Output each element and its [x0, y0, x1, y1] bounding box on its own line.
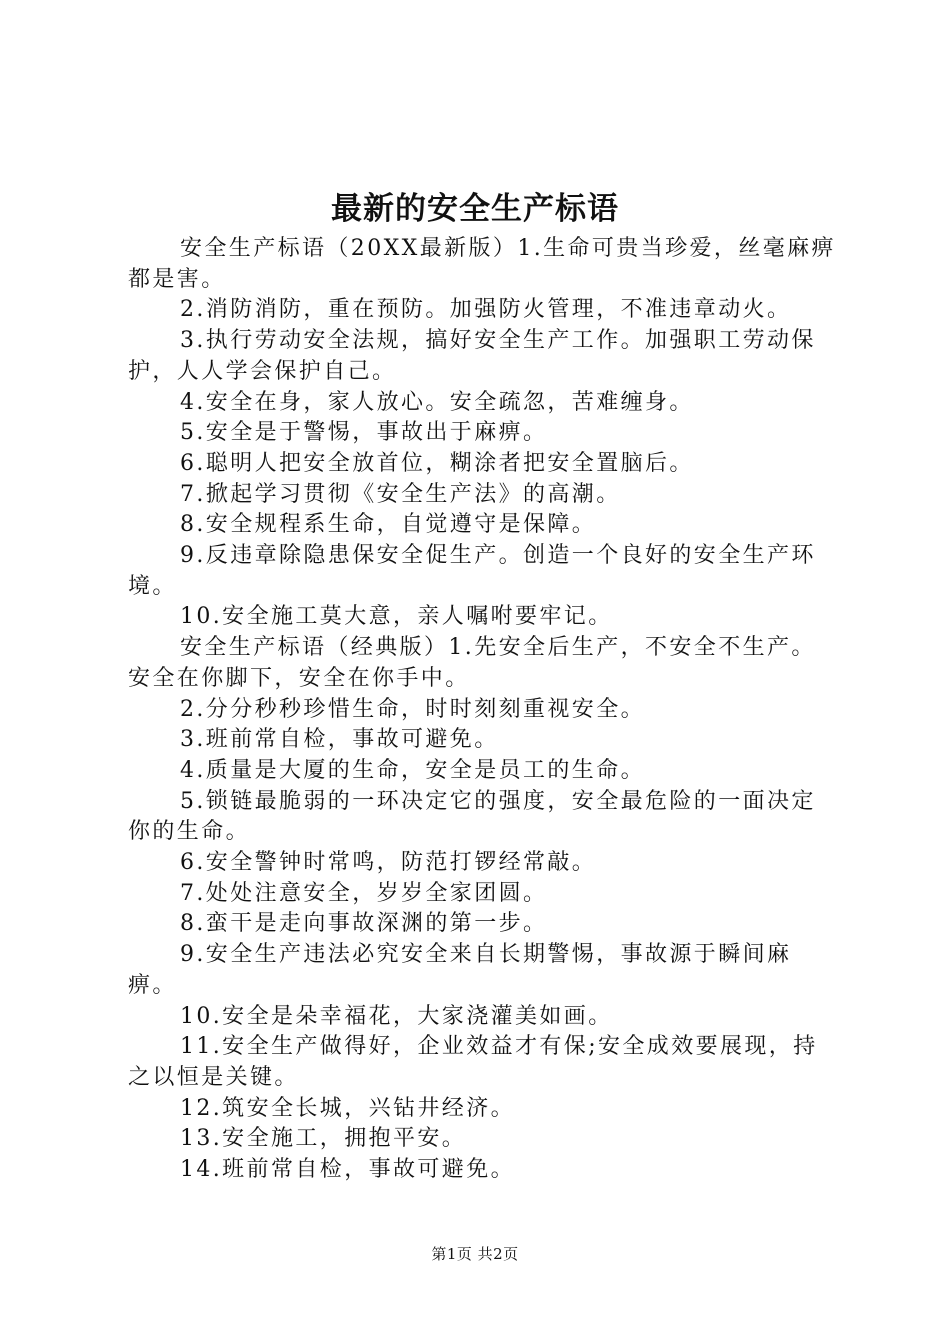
paragraph: 4.质量是大厦的生命，安全是员工的生命。 — [180, 757, 645, 783]
paragraph: 5.安全是于警惕，事故出于麻痹。 — [180, 420, 548, 446]
paragraph: 9.安全生产违法必究安全来自长期警惕，事故源于瞬间麻痹。 — [128, 942, 792, 998]
paragraph: 6.安全警钟时常鸣，防范打锣经常敲。 — [180, 850, 597, 876]
paragraph: 安全生产标语（经典版）1.先安全后生产，不安全不生产。安全在你脚下，安全在你手中。 — [128, 635, 816, 691]
paragraph: 7.处处注意安全，岁岁全家团圆。 — [180, 880, 548, 906]
paragraph: 13.安全施工，拥抱平安。 — [180, 1126, 467, 1152]
paragraph: 3.班前常自检，事故可避免。 — [180, 727, 499, 753]
paragraph: 10.安全是朵幸福花，大家浇灌美如画。 — [180, 1003, 613, 1029]
paragraph: 6.聪明人把安全放首位，糊涂者把安全置脑后。 — [180, 450, 694, 476]
paragraph: 5.锁链最脆弱的一环决定它的强度，安全最危险的一面决定你的生命。 — [128, 788, 816, 845]
paragraph: 11.安全生产做得好，企业效益才有保;安全成效要展现，持之以恒是关键。 — [128, 1034, 818, 1090]
paragraph: 4.安全在身，家人放心。安全疏忽，苦难缠身。 — [180, 389, 694, 415]
paragraph: 10.安全施工莫大意，亲人嘱咐要牢记。 — [180, 604, 613, 630]
paragraph: 2.消防消防，重在预防。加强防火管理，不准违章动火。 — [180, 297, 792, 323]
page-footer: 第1页 共2页 — [431, 1245, 519, 1263]
paragraph: 8.蛮干是走向事故深渊的第一步。 — [180, 911, 548, 937]
paragraph: 8.安全规程系生命，自觉遵守是保障。 — [180, 512, 597, 538]
document-title: 最新的安全生产标语 — [331, 191, 619, 227]
paragraph: 2.分分秒秒珍惜生命，时时刻刻重视安全。 — [180, 696, 645, 722]
paragraph: 14.班前常自检，事故可避免。 — [180, 1157, 515, 1183]
paragraph: 12.筑安全长城，兴钻井经济。 — [180, 1095, 515, 1121]
paragraph: 3.执行劳动安全法规，搞好安全生产工作。加强职工劳动保护，人人学会保护自己。 — [128, 328, 816, 384]
paragraph: 安全生产标语（20XX最新版）1.生命可贵当珍爱，丝毫麻痹都是害。 — [128, 236, 836, 292]
document-body — [128, 234, 840, 1186]
paragraph: 7.掀起学习贯彻《安全生产法》的高潮。 — [180, 481, 621, 507]
paragraph: 9.反违章除隐患保安全促生产。创造一个良好的安全生产环境。 — [128, 543, 816, 599]
